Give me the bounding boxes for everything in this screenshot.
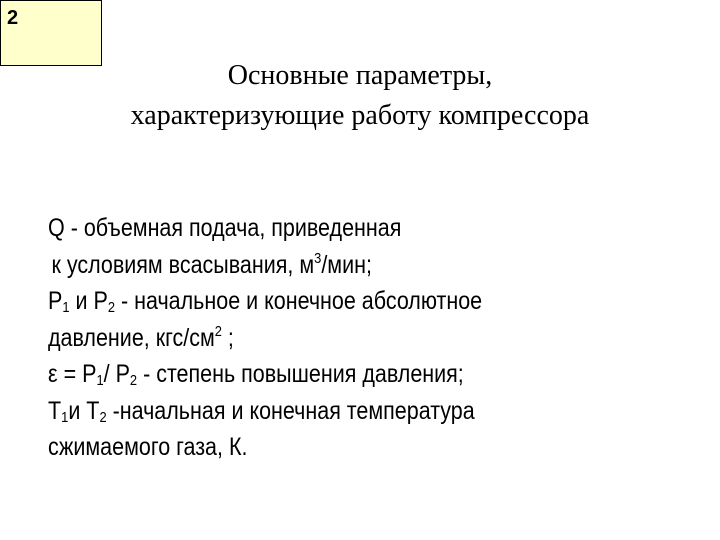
param-line-ratio [48,356,598,393]
param-line-q: Q - объемная подача, приведенная [48,214,402,242]
t1-sub: 1 [61,408,69,426]
parameter-list [48,210,598,466]
param-line-pressure-units [48,320,598,357]
ratio-div: / P [103,360,130,388]
ratio-sub2: 2 [129,372,138,389]
title-line-1: Основные параметры, [227,60,493,91]
param-line-pressure [48,283,598,320]
q-units-text: к условиям всасывания, м [51,250,315,279]
pressure-desc: - начальное и конечное абсолютное [114,287,483,315]
title-line-2: характеризующие работу компрессора [130,100,590,131]
ratio-desc: - степень повышения давления; [137,360,464,388]
slide-number: 2 [7,7,19,29]
pressure-units-rest: ; [221,323,234,352]
param-line-temperature [48,393,598,430]
param-line-q-units [48,247,598,284]
p1-sub: 1 [62,299,70,316]
pressure-units-text: давление, кгс/см [48,323,215,352]
p-symbol: P [48,287,63,315]
ratio-eq: = P [57,360,97,388]
q-units-sup: 3 [314,249,322,267]
pressure-units-sup: 2 [214,322,222,340]
p2-symbol: и P [69,287,108,315]
t-symbol: T [48,396,62,425]
temperature-desc: -начальная и конечная температура [106,396,475,425]
epsilon-symbol: ε [48,360,58,388]
t2-symbol: и T [68,396,100,425]
p2-sub: 2 [107,299,115,316]
t2-sub: 2 [99,408,107,426]
slide-title [0,56,720,136]
q-units-rest: /мин; [321,250,372,279]
param-line-gas: сжимаемого газа, К. [48,433,248,461]
ratio-sub1: 1 [96,372,104,389]
